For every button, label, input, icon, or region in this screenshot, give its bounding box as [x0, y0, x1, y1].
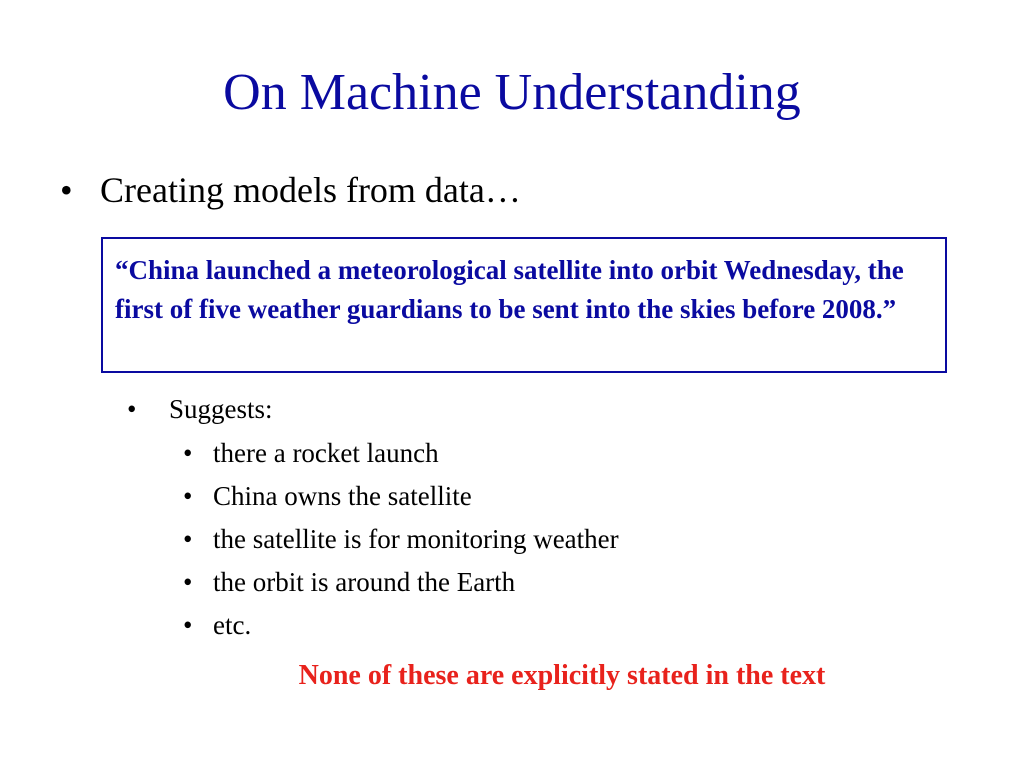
list-item	[183, 604, 619, 647]
list-item-text: China owns the satellite	[213, 481, 472, 511]
conclusion-callout: None of these are explicitly stated in the text	[298, 660, 826, 691]
main-bullet-text: Creating models from data…	[100, 170, 521, 210]
bullet-icon: •	[60, 170, 73, 210]
suggests-label: Suggests:	[169, 394, 273, 424]
bullet-icon: •	[183, 481, 193, 511]
list-item-text: etc.	[213, 610, 252, 640]
list-item	[183, 561, 619, 604]
suggestions-list	[183, 432, 619, 647]
quote-box: “China launched a meteorological satellite into orbit Wednesday, the first of five weather guardians to be sent into the skies before 2008.”	[101, 237, 947, 373]
bullet-icon: •	[183, 524, 193, 554]
main-bullet	[60, 168, 521, 212]
slide-title: On Machine Understanding	[223, 64, 801, 121]
list-item-text: there a rocket launch	[213, 438, 439, 468]
list-item	[183, 475, 619, 518]
bullet-icon: •	[183, 438, 193, 468]
bullet-icon: •	[183, 610, 193, 640]
bullet-icon: •	[183, 567, 193, 597]
list-item-text: the orbit is around the Earth	[213, 567, 516, 597]
bullet-icon: •	[127, 394, 137, 424]
list-item-text: the satellite is for monitoring weather	[213, 524, 619, 554]
suggests-bullet	[127, 392, 273, 426]
list-item	[183, 432, 619, 475]
list-item	[183, 518, 619, 561]
